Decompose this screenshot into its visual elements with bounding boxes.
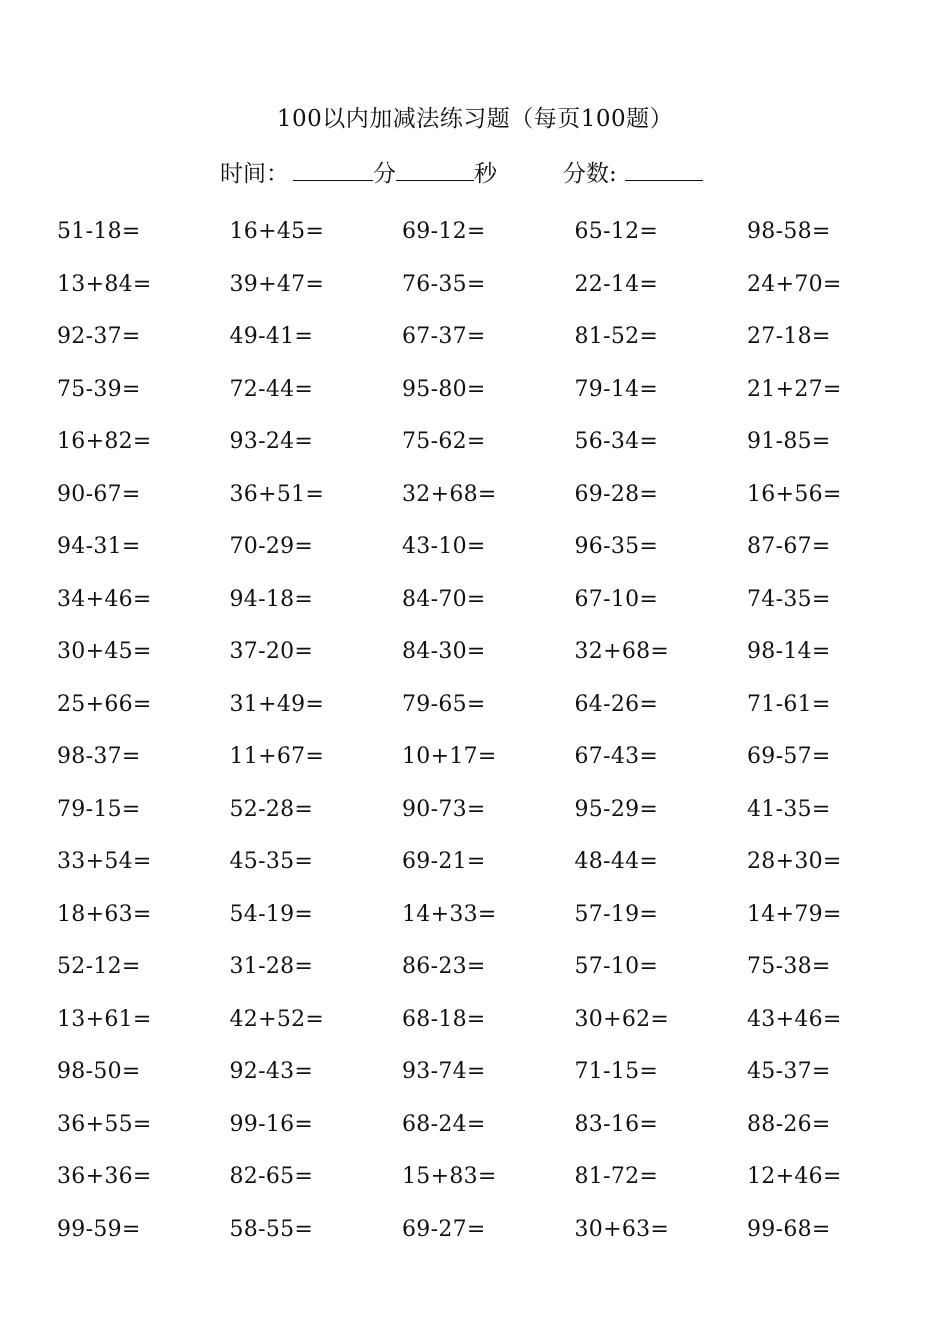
problem-item: 37-20=	[229, 639, 314, 665]
problem-item: 32+68=	[402, 481, 497, 507]
problem-item: 36+55=	[57, 1111, 152, 1137]
problem-row	[57, 1046, 937, 1099]
problem-item: 90-73=	[402, 796, 486, 822]
problem-item: 45-37=	[747, 1059, 831, 1085]
problem-item: 69-21=	[402, 849, 486, 875]
problem-item: 92-43=	[229, 1059, 314, 1085]
problem-item: 30+63=	[574, 1216, 670, 1242]
problem-row	[57, 679, 937, 732]
problem-row	[57, 574, 937, 627]
problem-item: 31-28=	[229, 954, 314, 980]
problem-item: 30+62=	[574, 1006, 670, 1032]
problem-item: 68-24=	[402, 1111, 486, 1137]
problem-item: 79-15=	[57, 796, 141, 822]
problem-item: 88-26=	[747, 1111, 831, 1137]
problem-item: 25+66=	[57, 691, 152, 717]
problem-item: 67-10=	[574, 586, 659, 612]
problem-row	[57, 941, 937, 994]
problem-item: 21+27=	[747, 376, 842, 402]
score-blank[interactable]	[625, 156, 703, 181]
problem-item: 49-41=	[229, 324, 314, 350]
problem-item: 94-31=	[57, 534, 141, 560]
problem-item: 45-35=	[229, 849, 314, 875]
problem-item: 27-18=	[747, 324, 831, 350]
problem-row	[57, 259, 937, 312]
problem-item: 93-24=	[229, 429, 314, 455]
problem-item: 84-30=	[402, 639, 486, 665]
problem-item: 79-65=	[402, 691, 486, 717]
problem-item: 54-19=	[229, 901, 314, 927]
problem-item: 76-35=	[402, 271, 486, 297]
problem-item: 14+33=	[402, 901, 497, 927]
problem-item: 58-55=	[229, 1216, 314, 1242]
problem-item: 43-10=	[402, 534, 486, 560]
problem-item: 11+67=	[229, 744, 325, 770]
problem-item: 57-19=	[574, 901, 659, 927]
problem-item: 18+63=	[57, 901, 152, 927]
problem-row	[57, 784, 937, 837]
problem-item: 70-29=	[229, 534, 314, 560]
problem-item: 68-18=	[402, 1006, 486, 1032]
problem-row	[57, 1099, 937, 1152]
problem-item: 41-35=	[747, 796, 831, 822]
problem-item: 72-44=	[229, 376, 314, 402]
problem-item: 13+84=	[57, 271, 152, 297]
worksheet-header-fields	[220, 156, 703, 192]
seconds-blank[interactable]	[396, 156, 474, 181]
problem-item: 86-23=	[402, 954, 486, 980]
problem-item: 16+45=	[229, 219, 325, 245]
problem-row	[57, 311, 937, 364]
problem-item: 57-10=	[574, 954, 659, 980]
problem-item: 48-44=	[574, 849, 659, 875]
problem-item: 32+68=	[574, 639, 670, 665]
problem-item: 16+82=	[57, 429, 152, 455]
problem-item: 15+83=	[402, 1164, 497, 1190]
problem-item: 87-67=	[747, 534, 831, 560]
problem-item: 71-61=	[747, 691, 831, 717]
problem-item: 75-39=	[57, 376, 141, 402]
problem-item: 22-14=	[574, 271, 659, 297]
problem-item: 99-59=	[57, 1216, 141, 1242]
problem-row	[57, 469, 937, 522]
problem-row	[57, 1151, 937, 1204]
problem-item: 16+56=	[747, 481, 842, 507]
problem-item: 67-43=	[574, 744, 659, 770]
problem-item: 95-80=	[402, 376, 486, 402]
problem-item: 12+46=	[747, 1164, 842, 1190]
problem-item: 67-37=	[402, 324, 486, 350]
problem-item: 33+54=	[57, 849, 152, 875]
problem-row	[57, 206, 937, 259]
time-label: 时间：	[220, 161, 289, 187]
problem-item: 93-74=	[402, 1059, 486, 1085]
problem-item: 75-62=	[402, 429, 486, 455]
problem-item: 79-14=	[574, 376, 659, 402]
problem-item: 81-72=	[574, 1164, 659, 1190]
problem-item: 95-29=	[574, 796, 659, 822]
problem-item: 28+30=	[747, 849, 842, 875]
problem-item: 31+49=	[229, 691, 325, 717]
problem-item: 90-67=	[57, 481, 141, 507]
problem-item: 69-28=	[574, 481, 659, 507]
problem-item: 65-12=	[574, 219, 659, 245]
problem-item: 43+46=	[747, 1006, 842, 1032]
problem-item: 52-28=	[229, 796, 314, 822]
problem-row	[57, 626, 937, 679]
problem-item: 96-35=	[574, 534, 659, 560]
problem-item: 83-16=	[574, 1111, 659, 1137]
problem-row	[57, 1204, 937, 1257]
problem-item: 10+17=	[402, 744, 497, 770]
worksheet-title: 100以内加减法练习题（每页100题）	[276, 106, 674, 132]
problem-item: 98-58=	[747, 219, 831, 245]
problem-item: 92-37=	[57, 324, 141, 350]
minute-label: 分	[373, 161, 396, 187]
problem-grid	[57, 206, 937, 1256]
problem-item: 94-18=	[229, 586, 314, 612]
problem-item: 98-37=	[57, 744, 141, 770]
problem-item: 69-27=	[402, 1216, 486, 1242]
problem-item: 64-26=	[574, 691, 659, 717]
problem-item: 24+70=	[747, 271, 842, 297]
problem-item: 36+36=	[57, 1164, 152, 1190]
problem-item: 71-15=	[574, 1059, 659, 1085]
problem-item: 99-68=	[747, 1216, 831, 1242]
minutes-blank[interactable]	[293, 156, 373, 181]
problem-row	[57, 364, 937, 417]
problem-item: 69-12=	[402, 219, 486, 245]
problem-item: 99-16=	[229, 1111, 314, 1137]
problem-item: 51-18=	[57, 219, 141, 245]
problem-item: 56-34=	[574, 429, 659, 455]
problem-item: 81-52=	[574, 324, 659, 350]
problem-item: 39+47=	[229, 271, 325, 297]
problem-item: 69-57=	[747, 744, 831, 770]
problem-item: 30+45=	[57, 639, 152, 665]
problem-item: 34+46=	[57, 586, 152, 612]
problem-item: 75-38=	[747, 954, 831, 980]
problem-item: 74-35=	[747, 586, 831, 612]
problem-item: 98-14=	[747, 639, 831, 665]
second-label: 秒	[474, 161, 497, 187]
problem-item: 91-85=	[747, 429, 831, 455]
problem-row	[57, 416, 937, 469]
problem-row	[57, 836, 937, 889]
problem-item: 82-65=	[229, 1164, 314, 1190]
problem-row	[57, 889, 937, 942]
problem-item: 98-50=	[57, 1059, 141, 1085]
problem-item: 84-70=	[402, 586, 486, 612]
score-label: 分数:	[563, 161, 617, 187]
problem-item: 13+61=	[57, 1006, 152, 1032]
problem-row	[57, 994, 937, 1047]
problem-item: 14+79=	[747, 901, 842, 927]
problem-item: 52-12=	[57, 954, 141, 980]
problem-row	[57, 731, 937, 784]
problem-item: 42+52=	[229, 1006, 325, 1032]
problem-item: 36+51=	[229, 481, 325, 507]
problem-row	[57, 521, 937, 574]
